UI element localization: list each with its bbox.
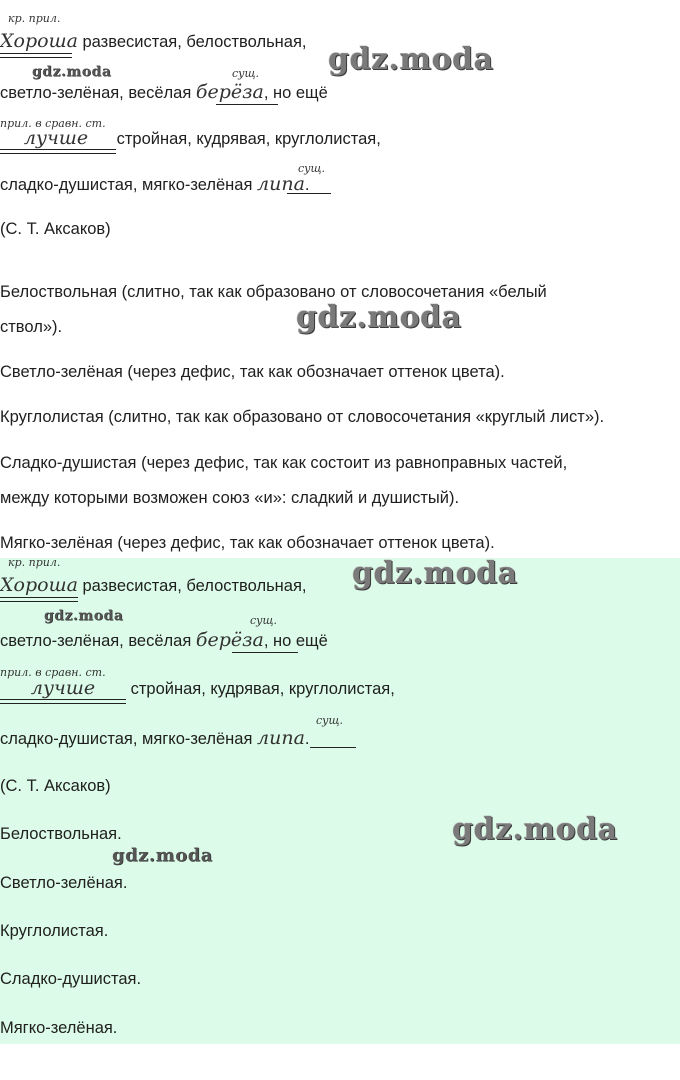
watermark-logo: gdz.moda — [44, 608, 124, 624]
watermark-logo: gdz.moda — [296, 300, 462, 335]
line-text: сладко-душистая, мягко-зелёная — [0, 176, 253, 194]
word-khorosha: Хороша — [0, 30, 78, 52]
single-underline — [216, 104, 278, 105]
annotation-short-adjective: кр. прил. — [8, 556, 61, 569]
double-underline — [0, 597, 78, 602]
single-underline — [232, 652, 298, 653]
double-underline — [0, 149, 116, 154]
annotation-noun: сущ. — [232, 67, 260, 80]
watermark-logo: gdz.moda — [112, 845, 213, 866]
line-text: стройная, кудрявая, круглолистая, — [130, 680, 395, 698]
sentence-line-2 — [0, 630, 328, 651]
line-text: . — [304, 730, 310, 748]
single-underline — [287, 193, 331, 194]
answer-word: Круглолистая. — [0, 922, 109, 940]
word-bereza: берёза — [195, 629, 264, 651]
explanation-line: Круглолистая (слитно, так как образовано от словосочетания «круглый лист»). — [0, 408, 605, 426]
line-text: сладко-душистая, мягко-зелёная — [0, 730, 253, 748]
sentence-line-3 — [0, 128, 381, 149]
line-text: , но ещё — [263, 632, 328, 650]
word-luchshe: лучше — [30, 677, 96, 699]
line-text: развесистая, белоствольная, — [82, 33, 307, 51]
sentence-line-3 — [0, 678, 395, 699]
explanation-line: Белоствольная (слитно, так как образовано от словосочетания «белый — [0, 283, 547, 301]
word-bereza: берёза — [195, 81, 264, 103]
answer-word: Белоствольная. — [0, 825, 122, 843]
explanation-line: Сладко-душистая (через дефис, так как состоит из равноправных частей, — [0, 454, 568, 472]
word-lipa: липа — [257, 173, 305, 195]
sentence-line-1 — [0, 575, 306, 596]
sentence-line-2 — [0, 82, 328, 103]
explanation-line: Мягко-зелёная (через дефис, так как обозначает оттенок цвета). — [0, 534, 495, 552]
annotation-noun: сущ. — [316, 714, 344, 727]
line-text: светло-зелёная, весёлая — [0, 632, 192, 650]
sentence-line-4 — [0, 728, 310, 749]
answer-word: Светло-зелёная. — [0, 874, 128, 892]
answer-word: Сладко-душистая. — [0, 970, 142, 988]
annotation-short-adjective: кр. прил. — [8, 12, 61, 25]
watermark-logo: gdz.moda — [32, 64, 112, 80]
line-text: , но ещё — [263, 84, 328, 102]
line-text: светло-зелёная, весёлая — [0, 84, 192, 102]
word-khorosha: Хороша — [0, 574, 78, 596]
annotation-noun: сущ. — [250, 614, 278, 627]
explanation-line: Светло-зелёная (через дефис, так как обозначает оттенок цвета). — [0, 363, 505, 381]
word-luchshe: лучше — [23, 127, 89, 149]
author-attribution: (С. Т. Аксаков) — [0, 777, 111, 795]
sentence-line-1 — [0, 31, 306, 52]
sentence-line-4 — [0, 174, 310, 195]
answer-word: Мягко-зелёная. — [0, 1019, 118, 1037]
annotation-comparative: прил. в сравн. ст. — [0, 117, 106, 130]
explanation-line: ствол»). — [0, 318, 63, 336]
word-lipa: липа — [257, 727, 305, 749]
watermark-logo: gdz.moda — [328, 42, 494, 77]
double-underline — [0, 53, 72, 58]
watermark-logo: gdz.moda — [352, 556, 518, 591]
annotation-noun: сущ. — [298, 162, 326, 175]
line-text: стройная, кудрявая, круглолистая, — [116, 130, 381, 148]
double-underline — [0, 699, 126, 704]
line-text: развесистая, белоствольная, — [82, 577, 307, 595]
watermark-logo: gdz.moda — [452, 812, 618, 847]
author-attribution: (С. Т. Аксаков) — [0, 220, 111, 238]
explanation-line: между которыми возможен союз «и»: сладкий и душистый). — [0, 489, 460, 507]
annotation-comparative: прил. в сравн. ст. — [0, 666, 106, 679]
line-text: . — [304, 176, 310, 194]
single-underline — [310, 747, 356, 748]
